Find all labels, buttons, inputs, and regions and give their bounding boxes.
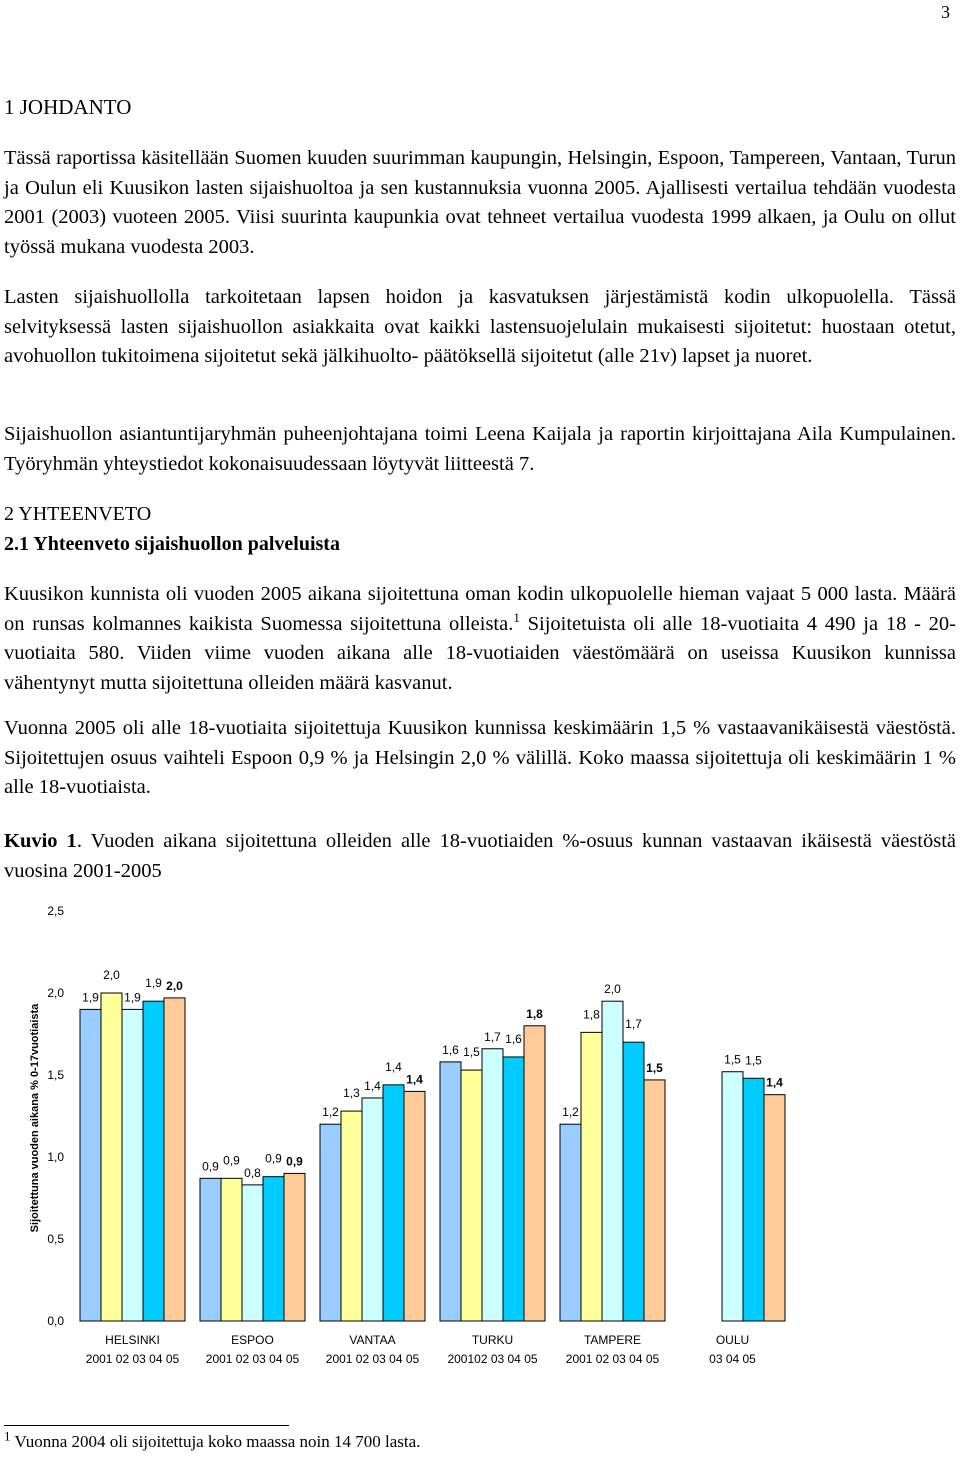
year-axis-label: 200102 03 04 05 (447, 1352, 538, 1366)
data-label: 1,7 (484, 1029, 501, 1044)
data-label: 1,4 (406, 1072, 423, 1087)
y-tick-label: 2,0 (47, 986, 64, 1000)
share-paragraph: Vuonna 2005 oli alle 18-vuotiaita sijoitettuja Kuusikon kunnissa keskimäärin 1,5 % vastaavanikäisestä väestöstä. Sijoitettujen osuus vaihteli Espoon 0,9 % ja Helsingin 2,0 % välillä. Koko maassa sijoitettuja oli keskimäärin 1 % alle 18-vuotiaista. (4, 717, 956, 798)
bar (362, 1098, 383, 1321)
figure-label: Kuvio 1 (4, 830, 77, 852)
data-label: 1,3 (343, 1086, 360, 1101)
data-label: 1,2 (562, 1105, 579, 1120)
data-label: 0,9 (223, 1153, 240, 1168)
bar (242, 1185, 263, 1321)
data-label: 1,4 (364, 1078, 381, 1093)
bar (80, 1009, 101, 1321)
data-label: 1,6 (505, 1031, 522, 1046)
data-label: 0,9 (286, 1154, 303, 1169)
year-axis-label: 2001 02 03 04 05 (205, 1352, 300, 1366)
category-label: HELSINKI (105, 1333, 160, 1347)
intro-paragraph: Tässä raportissa käsitellään Suomen kuuden suurimman kaupungin, Helsingin, Espoon, Tampereen, Vantaan, Turun ja Oulun eli Kuusikon lasten sijaishuoltoa ja sen kustannuksia vuonna 2005. Ajallisesti vertailua tehdään vuodesta 2001 (2003) vuoteen 2005. Viisi suurinta kaupunkia ovat tehneet vertailua vuodesta 1999 alkaen, ja Oulu on ollut työssä mukana vuodesta 2003. (4, 147, 956, 258)
category-label: VANTAA (349, 1333, 396, 1347)
y-tick-label: 1,0 (47, 1150, 64, 1164)
year-axis-label: 03 04 05 (709, 1352, 756, 1366)
bar (623, 1042, 644, 1321)
y-tick-label: 0,0 (47, 1314, 64, 1328)
data-label: 1,9 (145, 976, 162, 991)
data-label: 2,0 (166, 978, 183, 993)
bar (560, 1124, 581, 1321)
bar (341, 1111, 362, 1321)
data-label: 1,5 (724, 1052, 741, 1067)
category-label: ESPOO (231, 1333, 274, 1347)
data-label: 1,4 (766, 1075, 783, 1090)
section-heading-johdanto: 1 JOHDANTO (4, 95, 132, 119)
bar (524, 1026, 545, 1321)
y-tick-label: 1,5 (47, 1068, 64, 1082)
bar-chart (0, 900, 960, 1370)
data-label: 1,5 (646, 1060, 663, 1075)
footnote-mark: 1 (4, 1428, 11, 1444)
bar (263, 1177, 284, 1321)
subsection-heading: 2.1 Yhteenveto sijaishuollon palveluista (4, 533, 340, 555)
year-axis-label: 2001 02 03 04 05 (325, 1352, 420, 1366)
bar (404, 1091, 425, 1321)
y-tick-label: 0,5 (47, 1232, 64, 1246)
bar (461, 1070, 482, 1321)
data-label: 1,7 (625, 1017, 642, 1032)
bar (122, 1009, 143, 1321)
summary-paragraph (4, 580, 956, 698)
page-number: 3 (941, 2, 950, 22)
bar (284, 1173, 305, 1321)
summary-text-2: Sijoitetuista oli alle 18-vuotiaita 4 490 ja 18 - 20-vuotiaita 580. Viiden viime vuoden aikana alle 18-vuotiaiden väestömäärä on useissa Kuusikon kunnissa vähentynyt mutta sijoitettuna olleiden määrä kasvanut. (4, 612, 956, 694)
section-heading-yhteenveto: 2 YHTEENVETO (4, 503, 152, 525)
data-label: 1,8 (583, 1007, 600, 1022)
category-label: OULU (715, 1333, 750, 1347)
data-label: 1,2 (322, 1105, 339, 1120)
bar (482, 1049, 503, 1321)
year-axis-label: 2001 02 03 04 05 (85, 1352, 180, 1366)
data-label: 0,9 (265, 1151, 282, 1166)
data-label: 1,9 (82, 990, 99, 1005)
category-label: TURKU (471, 1333, 514, 1347)
figure-caption (4, 827, 956, 886)
y-axis-label: Sijoitettuna vuoden aikana % 0-17vuotiaista (29, 1003, 41, 1233)
footnote-reference[interactable]: 1 (513, 609, 520, 625)
bar (602, 1001, 623, 1321)
data-label: 1,8 (526, 1006, 543, 1021)
bar (383, 1085, 404, 1321)
data-label: 1,5 (463, 1045, 480, 1060)
bar (164, 998, 185, 1321)
data-label: 1,9 (124, 990, 141, 1005)
data-label: 1,5 (745, 1053, 762, 1068)
bar (503, 1057, 524, 1321)
footnote (4, 1428, 421, 1452)
y-tick-label: 2,5 (47, 904, 64, 918)
bar (581, 1032, 602, 1321)
data-label: 0,9 (202, 1159, 219, 1174)
summary-text-1: Kuusikon kunnista oli vuoden 2005 aikana sijoitettuna oman kodin ulkopuolelle hieman vajaat 5 000 lasta. Määrä on runsas kolmannes kaikista Suomessa sijoitettuna olleista. (4, 583, 956, 635)
bar (221, 1178, 242, 1321)
data-label: 1,4 (385, 1059, 402, 1074)
bar (644, 1080, 665, 1321)
bar (101, 993, 122, 1321)
workgroup-paragraph: Sijaishuollon asiantuntijaryhmän puheenjohtajana toimi Leena Kaijala ja raportin kirjoittajana Aila Kumpulainen. Työryhmän yhteystiedot kokonaisuudessaan löytyvät liitteestä 7. (4, 423, 956, 475)
footnote-text: Vuonna 2004 oli sijoitettuja koko maassa noin 14 700 lasta. (14, 1432, 421, 1451)
data-label: 0,8 (244, 1165, 261, 1180)
bar (200, 1178, 221, 1321)
footnote-divider (4, 1425, 289, 1426)
year-axis-label: 2001 02 03 04 05 (565, 1352, 660, 1366)
category-label: TAMPERE (583, 1333, 642, 1347)
data-label: 1,6 (442, 1042, 459, 1057)
bar (722, 1072, 743, 1321)
bar (764, 1095, 785, 1321)
bar (743, 1078, 764, 1321)
data-label: 2,0 (103, 968, 120, 982)
bar (143, 1001, 164, 1321)
data-label: 2,0 (604, 982, 621, 997)
bar (320, 1124, 341, 1321)
bar (440, 1062, 461, 1321)
figure-caption-text: . Vuoden aikana sijoitettuna olleiden alle 18-vuotiaiden %-osuus kunnan vastaavan ikäisestä väestöstä vuosina 2001-2005 (4, 830, 956, 882)
definition-paragraph: Lasten sijaishuollolla tarkoitetaan lapsen hoidon ja kasvatuksen järjestämistä kodin ulkopuolella. Tässä selvityksessä lasten sijaishuollon asiakkaita ovat kaikki lastensuojelulain mukaisesti sijoitetut: huostaan otetut, avohuollon tukitoimena sijoitetut sekä jälkihuolto- päätöksellä sijoitetut (alle 21v) lapset ja nuoret. (4, 286, 956, 367)
